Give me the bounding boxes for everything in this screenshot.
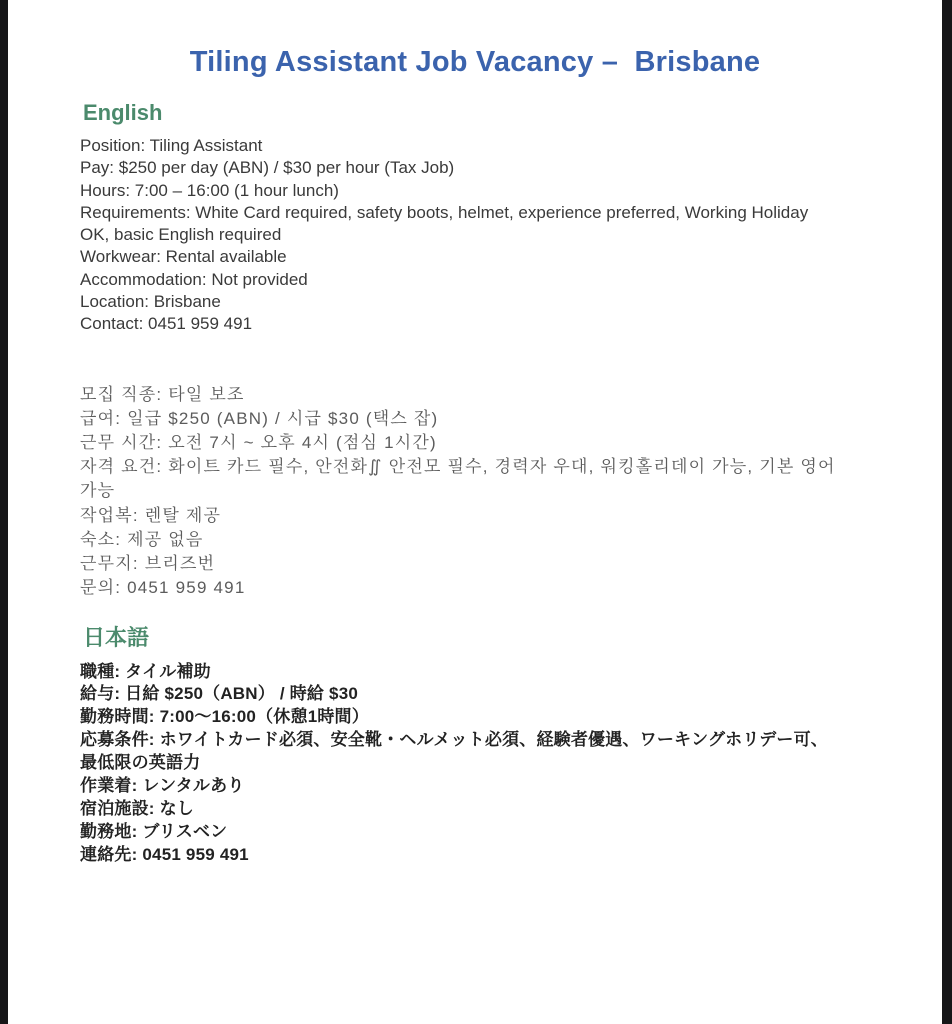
english-line: Location: Brisbane: [80, 292, 221, 312]
english-line: Position: Tiling Assistant: [80, 136, 263, 155]
document-page: [8, 0, 942, 1024]
korean-line: 숙소: 제공 없음: [80, 529, 204, 549]
english-line: Workwear: Rental available: [80, 247, 287, 267]
section-heading-japanese: 日本語: [83, 624, 150, 650]
japanese-line: 給与: 日給 $250（ABN） / 時給 $30: [80, 684, 359, 704]
page-title: Tiling Assistant Job Vacancy – Brisbane: [189, 46, 761, 78]
english-section: [80, 135, 892, 336]
japanese-line: 応募条件: ホワイトカード必須、安全靴・ヘルメット必須、経験者優遇、ワーキングホリデー可、: [80, 730, 829, 750]
japanese-section: [80, 661, 892, 867]
english-line: Hours: 7:00 – 16:00 (1 hour lunch): [80, 180, 339, 200]
korean-line: 자격 요건: 화이트 카드 필수, 안전화∬ 안전모 필수, 경력자 우대, 워킹홀리데이 가능, 기본 영어: [80, 457, 836, 477]
korean-line: 문의: 0451 959 491: [80, 578, 246, 598]
korean-line: 작업복: 렌탈 제공: [80, 505, 222, 525]
english-line: Accommodation: Not provided: [80, 269, 308, 289]
japanese-line: 連絡先: 0451 959 491: [80, 844, 249, 864]
korean-line: 근무지: 브리즈번: [80, 554, 216, 574]
japanese-line: 勤務地: ブリスベン: [80, 821, 228, 841]
japanese-line: 最低限の英語力: [80, 753, 201, 773]
korean-line: 근무 시간: 오전 7시 ~ 오후 4시 (점심 1시간): [80, 433, 437, 453]
japanese-line: 作業着: レンタルあり: [80, 776, 245, 796]
japanese-line: 職種: タイル補助: [80, 661, 211, 681]
korean-section: [80, 383, 892, 601]
english-line: Requirements: White Card required, safety boots, helmet, experience preferred, Working Holiday: [80, 202, 809, 222]
japanese-line: 宿泊施設: なし: [80, 798, 194, 818]
korean-line: 모집 직종: 타일 보조: [80, 384, 245, 404]
english-line: Pay: $250 per day (ABN) / $30 per hour (Tax Job): [80, 158, 455, 178]
korean-line: 급여: 일급 $250 (ABN) / 시급 $30 (택스 잡): [80, 408, 439, 428]
section-heading-english: English: [83, 100, 163, 125]
japanese-line: 勤務時間: 7:00～16:00（休憩1時間）: [80, 707, 369, 727]
english-line: Contact: 0451 959 491: [80, 314, 253, 334]
korean-line: 가능: [80, 481, 116, 501]
english-line: OK, basic English required: [80, 225, 282, 245]
